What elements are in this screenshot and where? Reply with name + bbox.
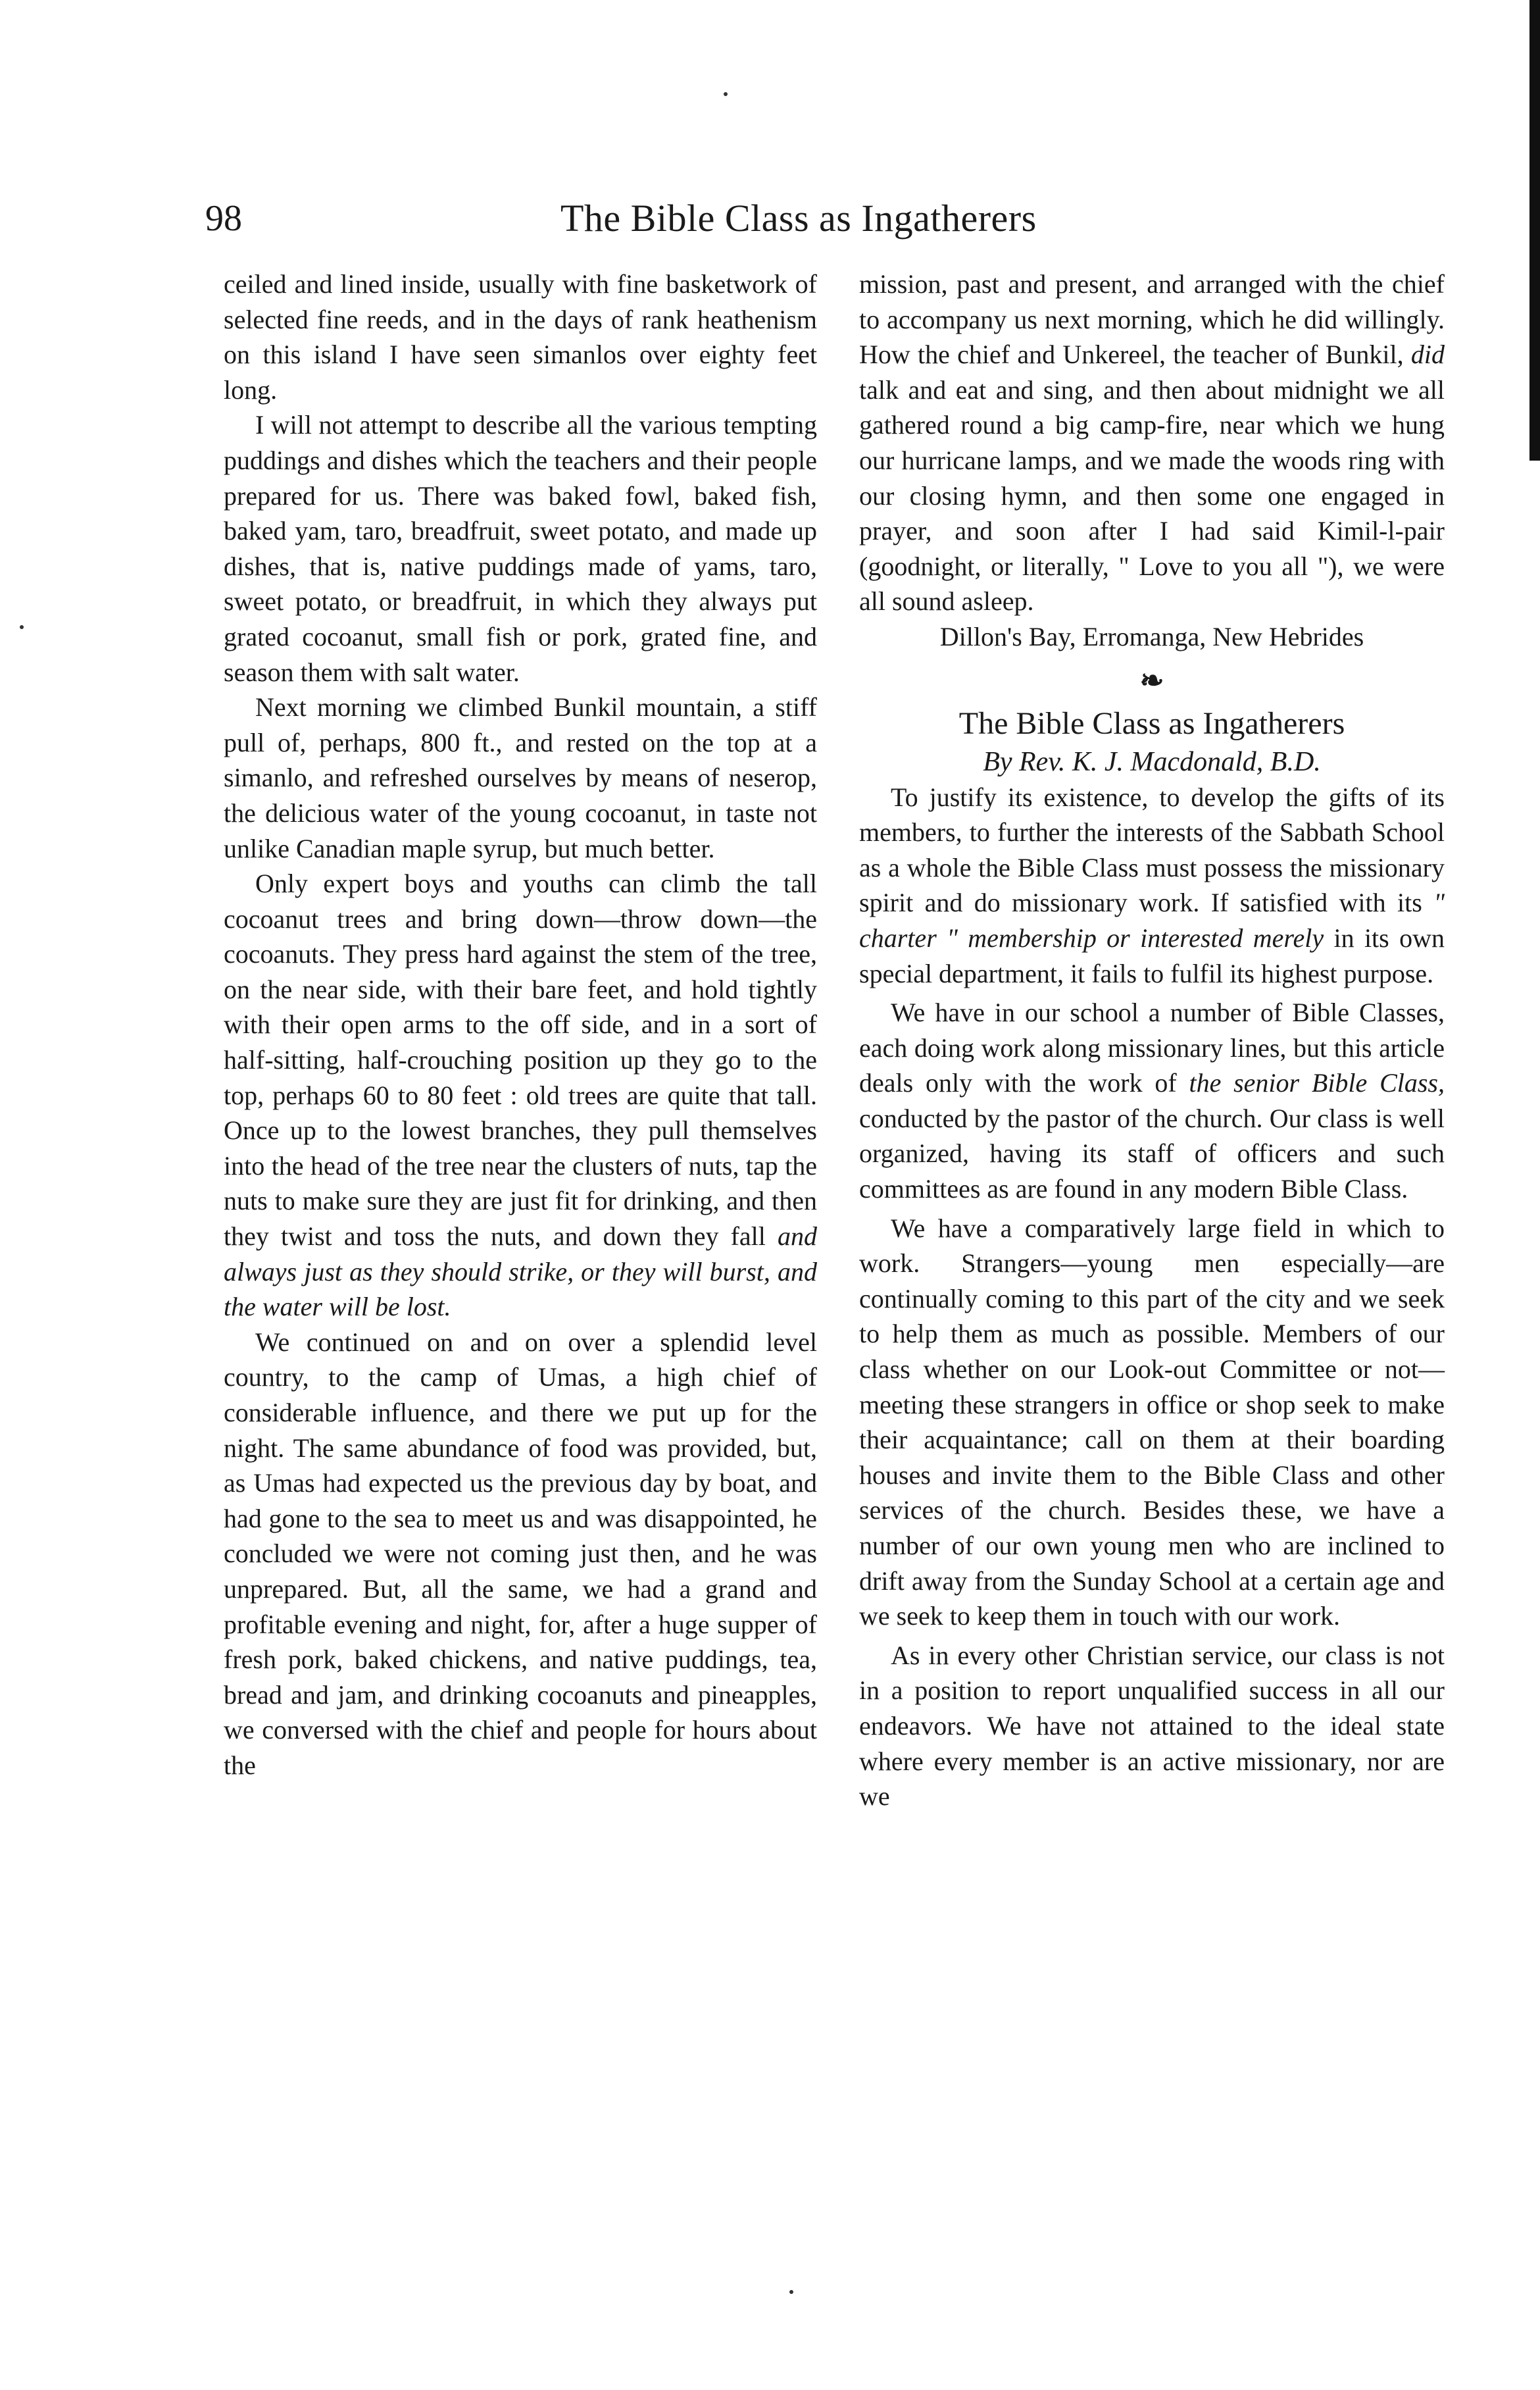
paragraph (859, 780, 1445, 992)
emphasis-text: and always just as they should strike, or they will burst, and the water will be lost. (224, 1221, 817, 1322)
paragraph-text: conducted by the pastor of the church. Our class is well organized, having its staff of officers and such committees as are found in any modern Bible Class. (859, 1103, 1445, 1204)
ornament-icon: ❧ (1139, 664, 1164, 697)
paragraph (224, 866, 817, 1325)
paragraph: ceiled and lined inside, usually with fine basketwork of selected fine reeds, and in the days of rank heathenism on this island I have seen simanlos over eighty feet long. (224, 269, 817, 405)
emphasis-text: the senior Bible Class, (1189, 1068, 1445, 1098)
paragraph: We have a comparatively large field in which to work. Strangers—young men especially—are continually coming to this part of the city and we seek to help them as much as possible. Members of our class whether on our Look-out Committee or not—meeting these strangers in office or shop seek to make their acquaintance; call on them at their boarding houses and invite them to the Bible Class and other services of the church. Besides these, we have a number of our own young men who are inclined to drift away from the Sunday School at a certain age and we seek to keep them in touch with our work. (859, 1213, 1445, 1631)
dateline: Dillon's Bay, Erromanga, New Hebrides (939, 621, 1364, 651)
running-title: The Bible Class as Ingatherers (560, 197, 1037, 240)
emphasis-text: " charter " membership or interested merely (859, 888, 1445, 953)
scan-speck (724, 92, 728, 96)
paragraph (859, 995, 1445, 1207)
paragraph-text: in its own special department, it fails to fulfil its highest purpose. (859, 923, 1445, 988)
paragraph: We continued on and on over a splendid level country, to the camp of Umas, a high chief of considerable influence, and there we put up for the night. The same abundance of food was provided, but, as Umas had expected us the previous day by boat, and had gone to the sea to meet us and was disappointed, he concluded we were not coming just then, and he was unprepared. But, all the same, we had a grand and profitable evening and night, for, after a huge supper of fresh pork, baked chickens, and native puddings, tea, bread and jam, and drinking cocoanuts and pineapples, we conversed with the chief and people for hours about the (224, 1327, 817, 1780)
byline: By Rev. K. J. Macdonald, B.D. (983, 746, 1321, 777)
left-column (224, 267, 817, 2109)
scan-edge-bar (1529, 0, 1540, 461)
emphasis-text: did (1410, 340, 1445, 370)
page-header (205, 192, 1324, 245)
scan-speck (789, 2290, 793, 2294)
page-number: 98 (205, 198, 242, 239)
paragraph-text: mission, past and present, and arranged with the chief to accompany us next morning, which he did willingly. How the chief and Unkereel, the teacher of Bunkil, (859, 269, 1445, 370)
paragraph-text: Only expert boys and youths can climb the tall cocoanut trees and bring down—throw down—the cocoanuts. They press hard against the stem of the tree, on the near side, with their bare feet, and hold tightly with their open arms to the off side, and in a sort of half-sitting, half-crouching position up they go to the top, perhaps 60 to 80 feet : old trees are quite that tall. Once up to the lowest branches, they pull themselves into the head of the tree near the clusters of nuts, tap the nuts to make sure they are just fit for drinking, and then they twist and toss the nuts, and down they fall (224, 869, 817, 1252)
paragraph (859, 267, 1445, 619)
paragraph-text: We have in our school a number of Bible Classes, each doing work along missionary lines, but this article deals only with the work of (859, 998, 1445, 1098)
paragraph: As in every other Christian service, our class is not in a position to report unqualified success in all our endeavors. We have not attained to the ideal state where every member is an active missionary, nor are we (859, 1640, 1445, 1812)
article-title: The Bible Class as Ingatherers (958, 705, 1345, 741)
paragraph: Next morning we climbed Bunkil mountain, a stiff pull of, perhaps, 800 ft., and rested on the top at a simanlo, and refreshed ourselves by means of neserop, the delicious water of the young cocoanut, in taste not unlike Canadian maple syrup, but much better. (224, 692, 817, 863)
right-column (859, 267, 1445, 2109)
scan-speck (20, 625, 24, 629)
paragraph: I will not attempt to describe all the various tempting puddings and dishes which the teachers and their people prepared for us. There was baked fowl, baked fish, baked yam, taro, breadfruit, sweet potato, and made up dishes, that is, native puddings made of yams, taro, sweet potato, or breadfruit, in which they always put grated cocoanut, small fish or pork, grated fine, and season them with salt water. (224, 410, 817, 687)
paragraph-text: To justify its existence, to develop the gifts of its members, to further the interests of the Sabbath School as a whole the Bible Class must possess the missionary spirit and do missionary work. If satisfied with its (859, 782, 1445, 918)
paragraph-text: talk and eat and sing, and then about midnight we all gathered round a big camp-fire, near which we hung our hurricane lamps, and we made the woods ring with our closing hymn, and then some one engaged in prayer, and soon after I had said Kimil-l-pair (goodnight, or literally, " Love to you all "), we were all sound asleep. (859, 374, 1445, 617)
